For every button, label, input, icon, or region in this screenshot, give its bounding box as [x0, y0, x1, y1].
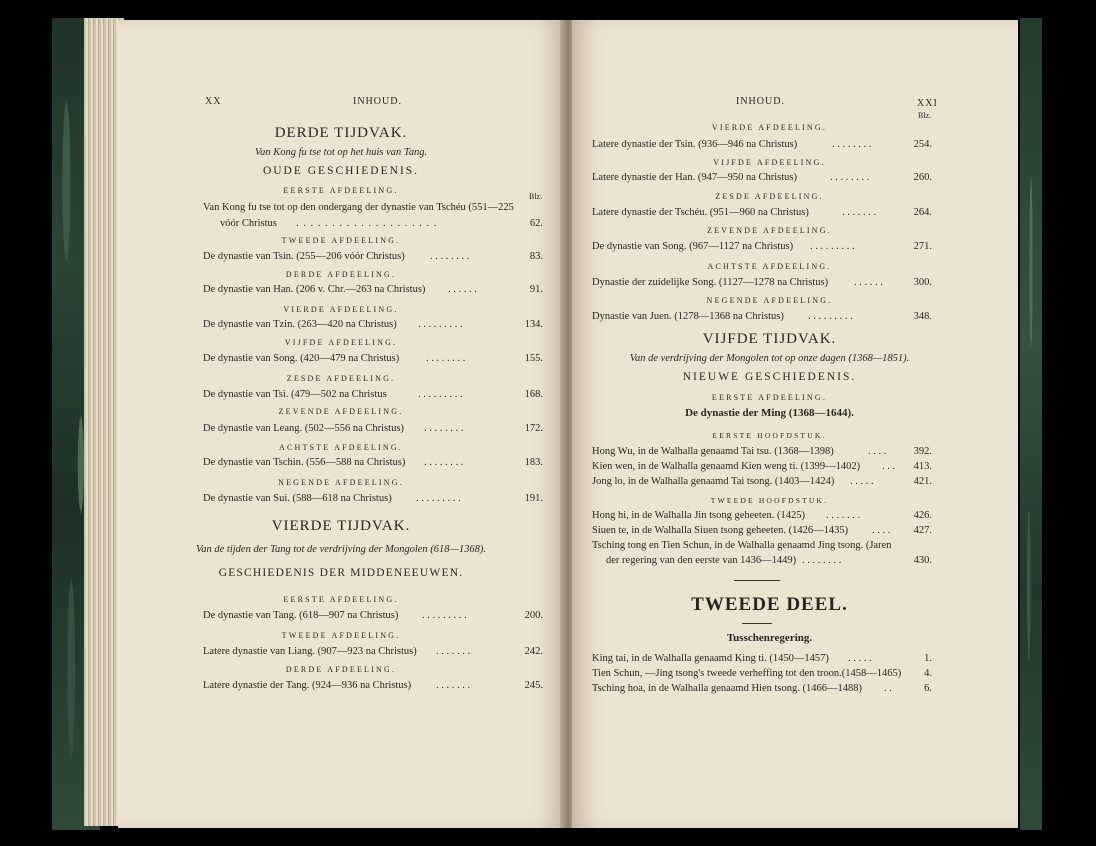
toc-page: 348. [913, 311, 932, 322]
toc-entry[interactable]: Latere dynastie der Tang. (924—936 na Christus) [203, 680, 412, 691]
blz-label: Blz. [529, 192, 543, 201]
toc-page: 200. [524, 610, 543, 621]
toc-dots: . . . [882, 461, 896, 472]
toc-page: 392. [913, 446, 932, 457]
toc-dots: . . . . . . . . . . . . . . . . . . . . [296, 218, 438, 229]
chapter-heading: EERSTE HOOFDSTUK. [712, 431, 827, 440]
section-heading: VIJFDE AFDEELING. [284, 338, 398, 347]
chapter-heading: TWEEDE HOOFDSTUK. [710, 496, 829, 505]
section-heading: ZESDE AFDEELING. [715, 192, 824, 201]
toc-page: 426. [913, 510, 932, 521]
toc-page: 264. [913, 207, 932, 218]
blz-label: Blz. [918, 111, 932, 120]
toc-dots: . . . . . . . [842, 207, 877, 218]
toc-dots: . . . . . . . . [426, 353, 466, 364]
divider-rule [742, 623, 772, 624]
toc-entry[interactable]: Kien wen, in de Walhalla genaamd Kien weng ti. (1399—1402) [592, 461, 861, 472]
toc-page: 1. [924, 653, 932, 664]
running-title: INHOUD. [353, 96, 402, 107]
toc-page: 427. [913, 525, 932, 536]
toc-entry-cont[interactable]: der regering van den eerste van 1436—1449) [606, 555, 797, 566]
toc-entry[interactable]: De dynastie van Sui. (588—618 na Christus) [203, 493, 392, 504]
running-title: INHOUD. [736, 96, 785, 107]
toc-entry[interactable]: De dynastie van Song. (420—479 na Christus) [203, 353, 400, 364]
toc-entry[interactable]: Tsching hoa, in de Walhalla genaamd Hien tsong. (1466—1488) [592, 683, 863, 694]
divider-rule [734, 580, 780, 581]
toc-page: 6. [924, 683, 932, 694]
toc-dots: . . . . . . . . . [418, 389, 463, 400]
toc-entry[interactable]: Van Kong fu tse tot op den ondergang der dynastie van Tschéu (551—225 [203, 202, 514, 213]
toc-entry[interactable]: Hong hi, in de Walhalla Jin tsong geheeten. (1425) [592, 510, 805, 521]
era-title: VIERDE TIJDVAK. [271, 518, 411, 534]
toc-page: 91. [529, 284, 543, 295]
toc-entry[interactable]: Latere dynastie der Tschéu. (951—960 na Christus) [592, 207, 809, 218]
toc-entry[interactable]: Tien Schun, —Jing tsong's tweede verheffing tot den troon.(1458—1465) [592, 668, 902, 679]
toc-dots: . . . . . . . . . [810, 241, 855, 252]
toc-page: 242. [524, 646, 543, 657]
toc-page: 421. [913, 476, 932, 487]
toc-entry[interactable]: Latere dynastie der Tsin. (936—946 na Christus) [592, 139, 798, 150]
toc-dots: . . . . . . . . [802, 555, 842, 566]
section-heading: VIERDE AFDEELING. [711, 123, 828, 132]
toc-page: 413. [913, 461, 932, 472]
section-heading: VIJFDE AFDEELING. [713, 158, 826, 167]
toc-entry[interactable]: Latere dynastie der Han. (947—950 na Christus) [592, 172, 797, 183]
toc-page: 430. [913, 555, 932, 566]
part-title: TWEEDE DEEL. [691, 594, 848, 615]
toc-dots: . . . . . . . . [424, 423, 464, 434]
era-subtitle: Van Kong fu tse tot op het huis van Tang. [254, 147, 428, 158]
toc-page: 155. [524, 353, 543, 364]
toc-dots: . . . . [868, 446, 887, 457]
toc-dots: . . . . . [850, 476, 874, 487]
era-title: VIJFDE TIJDVAK. [702, 331, 837, 347]
toc-page: 172. [524, 423, 543, 434]
era-subtitle: Van de verdrijving der Mongolen tot op onze dagen (1368—1851). [629, 353, 910, 364]
toc-entry[interactable]: Tsching tong en Tien Schun, in de Walhalla genaamd Jing tsong. (Jaren [592, 540, 892, 551]
toc-page: 62. [529, 218, 543, 229]
section-heading: DERDE AFDEELING. [285, 665, 397, 674]
toc-dots: . . . . [872, 525, 891, 536]
section-heading: TWEEDE AFDEELING. [281, 631, 401, 640]
section-heading: NEGENDE AFDEELING. [706, 296, 833, 305]
toc-entry[interactable]: De dynastie van Tsi. (479—502 na Christus [203, 389, 387, 400]
toc-dots: . . . . . . . . [424, 457, 464, 468]
toc-entry[interactable]: Dynastie der zuidelijke Song. (1127—1278 na Christus) [592, 277, 829, 288]
toc-entry[interactable]: De dynastie van Tsin. (255—206 vóór Christus) [203, 251, 405, 262]
section-heading: ACHTSTE AFDEELING. [707, 262, 832, 271]
toc-entry[interactable]: De dynastie van Leang. (502—556 na Christus) [203, 423, 404, 434]
toc-entry[interactable]: Siuen te, in de Walhalla Siuen tsong geheeten. (1426—1435) [592, 525, 849, 536]
toc-page: 191. [524, 493, 543, 504]
section-heading: EERSTE AFDEELING. [283, 186, 399, 195]
toc-dots: . . . . . . . [436, 646, 471, 657]
toc-dots: . . . . . . . . [832, 139, 872, 150]
dynasty-title: De dynastie der Ming (1368—1644). [685, 407, 854, 419]
book-cover-right [1020, 18, 1042, 830]
history-title: NIEUWE GESCHIEDENIS. [682, 371, 857, 383]
era-subtitle: Van de tijden der Tang tot de verdrijving der Mongolen (618—1368). [196, 544, 486, 555]
section-heading: TWEEDE AFDEELING. [281, 236, 401, 245]
section-heading: ZEVENDE AFDEELING. [707, 226, 832, 235]
toc-dots: . . . . . . [448, 284, 477, 295]
toc-page: 168. [524, 389, 543, 400]
section-heading: NEGENDE AFDEELING. [278, 478, 404, 487]
toc-entry[interactable]: Latere dynastie van Liang. (907—923 na Christus) [203, 646, 417, 657]
toc-page: 83. [529, 251, 543, 262]
toc-dots: . . . . . . . . . [808, 311, 853, 322]
toc-entry[interactable]: King tai, in de Walhalla genaamd King ti. (1450—1457) [592, 653, 829, 664]
toc-dots: . . . . . . . . . [422, 610, 467, 621]
toc-dots: . . . . . . . . . [416, 493, 461, 504]
left-page [118, 20, 564, 828]
toc-page: 260. [913, 172, 932, 183]
section-heading: DERDE AFDEELING. [285, 270, 397, 279]
toc-page: 4. [924, 668, 932, 679]
toc-dots: . . . . . . . [436, 680, 471, 691]
toc-entry[interactable]: Dynastie van Juen. (1278—1368 na Christus) [592, 311, 784, 322]
toc-entry[interactable]: De dynastie van Tang. (618—907 na Christus) [203, 610, 399, 621]
toc-page: 271. [913, 241, 932, 252]
history-title: GESCHIEDENIS DER MIDDENEEUWEN. [218, 567, 464, 579]
page-number: XX [205, 96, 222, 107]
toc-entry[interactable]: De dynastie van Tzin. (263—420 na Christus) [203, 319, 397, 330]
section-heading: EERSTE AFDEELING. [283, 595, 399, 604]
toc-entry[interactable]: De dynastie van Tschin. (556—588 na Christus) [203, 457, 406, 468]
toc-entry[interactable]: De dynastie van Han. (206 v. Chr.—263 na Christus) [203, 284, 426, 295]
toc-page: 245. [524, 680, 543, 691]
toc-dots: . . . . . . [854, 277, 883, 288]
toc-dots: . . . . . [848, 653, 872, 664]
section-heading: ZEVENDE AFDEELING. [278, 407, 404, 416]
toc-entry[interactable]: De dynastie van Song. (967—1127 na Christus) [592, 241, 794, 252]
interregnum-title: Tusschenregering. [726, 632, 813, 644]
toc-page: 300. [913, 277, 932, 288]
toc-entry[interactable]: Hong Wu, in de Walhalla genaamd Tai tsu. (1368—1398) [592, 446, 834, 457]
era-title: DERDE TIJDVAK. [274, 125, 408, 141]
toc-dots: . . . . . . . . [430, 251, 470, 262]
toc-dots: . . . . . . . . . [418, 319, 463, 330]
section-heading: VIERDE AFDEELING. [283, 305, 399, 314]
toc-dots: . . . . . . . [826, 510, 861, 521]
section-heading: ZESDE AFDEELING. [286, 374, 396, 383]
section-heading: ACHTSTE AFDEELING. [278, 443, 404, 452]
toc-dots: . . [884, 683, 892, 694]
toc-page: 254. [913, 139, 932, 150]
toc-entry[interactable]: Jong lo, in de Walhalla genaamd Tai tsong. (1403—1424) [592, 476, 835, 487]
toc-dots: . . . . . . . . [830, 172, 870, 183]
history-title: OUDE GESCHIEDENIS. [262, 165, 420, 177]
page-number: XXI [917, 98, 938, 109]
toc-page: 183. [524, 457, 543, 468]
section-heading: EERSTE AFDEELING. [711, 393, 828, 402]
toc-page: 134. [524, 319, 543, 330]
toc-entry-cont[interactable]: vóór Christus [220, 218, 277, 229]
right-page [572, 20, 1018, 828]
